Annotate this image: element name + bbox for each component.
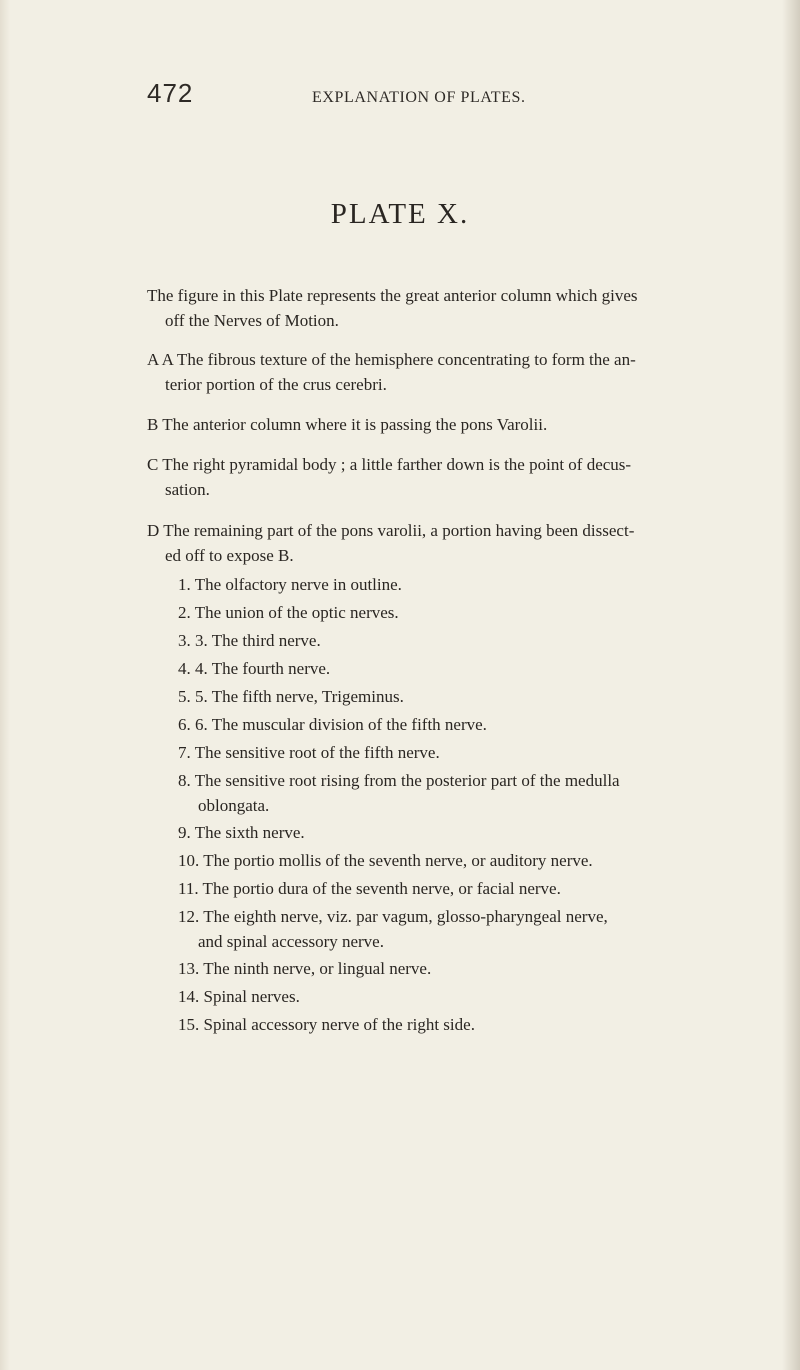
page-header	[0, 78, 800, 118]
entry-5	[178, 684, 788, 709]
entry-line: 13. The ninth nerve, or lingual nerve.	[178, 959, 432, 978]
entry-line: 12. The eighth nerve, viz. par vagum, glosso-pharyngeal nerve,	[178, 907, 608, 926]
entry-line: A A The fibrous texture of the hemisphere concentrating to form the an-	[147, 350, 636, 369]
entry-line: 11. The portio dura of the seventh nerve, or facial nerve.	[178, 879, 561, 898]
entry-continuation: ed off to expose B.	[165, 546, 294, 565]
entry-d	[147, 518, 797, 568]
entry-line: B The anterior column where it is passing the pons Varolii.	[147, 415, 548, 434]
entry-8	[178, 768, 788, 818]
entry-line: D The remaining part of the pons varolii, a portion having been dissect-	[147, 521, 635, 540]
entry-line: 10. The portio mollis of the seventh nerve, or auditory nerve.	[178, 851, 593, 870]
running-head: EXPLANATION OF PLATES.	[312, 89, 526, 106]
entry-line: 5. 5. The fifth nerve, Trigeminus.	[178, 687, 404, 706]
entry-4	[178, 656, 788, 681]
entry-3	[178, 628, 788, 653]
entry-b	[147, 412, 797, 437]
plate-title: PLATE X.	[330, 198, 470, 230]
intro-line-1: The figure in this Plate represents the great anterior column which gives	[147, 286, 638, 305]
entry-11	[178, 876, 788, 901]
entry-13	[178, 956, 788, 981]
entry-12	[178, 904, 788, 954]
entry-continuation: terior portion of the crus cerebri.	[165, 375, 387, 394]
entry-15	[178, 1012, 788, 1037]
entry-line: 1. The olfactory nerve in outline.	[178, 575, 402, 594]
entry-line: 4. 4. The fourth nerve.	[178, 659, 331, 678]
entry-6	[178, 712, 788, 737]
entry-c	[147, 452, 797, 502]
entry-9	[178, 820, 788, 845]
entry-line: 15. Spinal accessory nerve of the right side.	[178, 1015, 475, 1034]
entry-line: 2. The union of the optic nerves.	[178, 603, 399, 622]
entry-continuation: sation.	[165, 480, 210, 499]
entry-line: 3. 3. The third nerve.	[178, 631, 321, 650]
intro-line-2: off the Nerves of Motion.	[165, 311, 339, 330]
entry-continuation: oblongata.	[198, 796, 270, 815]
entry-continuation: and spinal accessory nerve.	[198, 932, 384, 951]
entry-2	[178, 600, 788, 625]
intro-paragraph	[147, 283, 797, 333]
entry-aa	[147, 347, 797, 397]
entry-line: 6. 6. The muscular division of the fifth nerve.	[178, 715, 487, 734]
entry-line: 14. Spinal nerves.	[178, 987, 300, 1006]
entry-line: 8. The sensitive root rising from the posterior part of the medulla	[178, 771, 620, 790]
page-number: 472	[147, 78, 194, 108]
entry-1	[178, 572, 788, 597]
entry-line: 9. The sixth nerve.	[178, 823, 305, 842]
entry-10	[178, 848, 788, 873]
entry-line: C The right pyramidal body ; a little farther down is the point of decus-	[147, 455, 632, 474]
entry-line: 7. The sensitive root of the fifth nerve.	[178, 743, 440, 762]
entry-7	[178, 740, 788, 765]
entry-14	[178, 984, 788, 1009]
